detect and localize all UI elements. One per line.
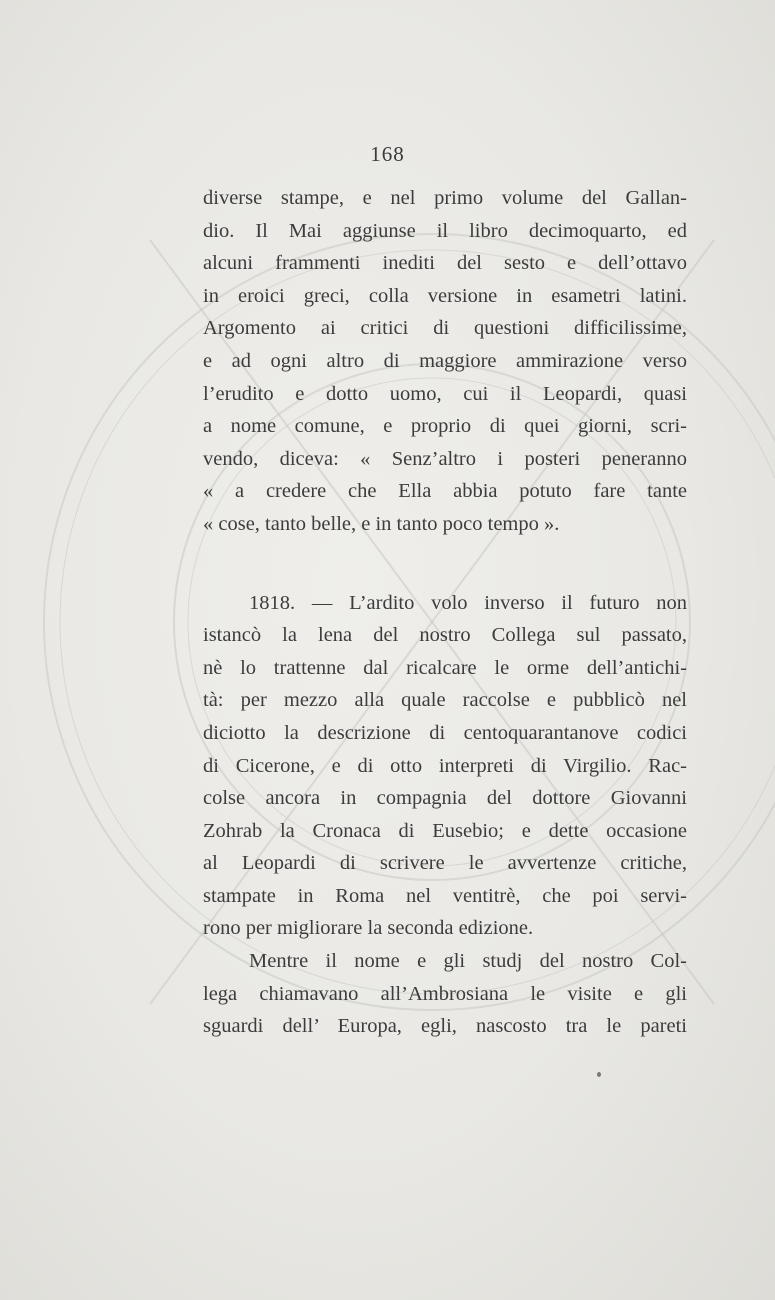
text-line: « cose, tanto belle, e in tanto poco tempo ». [203,512,560,535]
text-line: lega chiamavano all’Ambrosiana le visite e gli [203,982,687,1005]
text-line: in eroici greci, colla versione in esametri latini. [203,284,687,307]
text-line: e ad ogni altro di maggiore ammirazione verso [203,349,687,372]
text-line: Mentre il nome e gli studj del nostro Col- [249,950,687,973]
text-line: al Leopardi di scrivere le avvertenze critiche, [203,852,687,875]
text-line: Zohrab la Cronaca di Eusebio; e dette occasione [203,819,687,842]
paragraph [203,587,687,946]
text-line: rono per migliorare la seconda edizione. [203,917,534,940]
text-line: istancò la lena del nostro Collega sul passato, [203,624,687,647]
text-line: diverse stampe, e nel primo volume del Gallan- [203,187,687,209]
text-line: alcuni frammenti inediti del sesto e dell’ottavo [203,252,687,275]
text-line: nè lo trattenne dal ricalcare le orme dell’antichi- [203,656,687,679]
text-line: dio. Il Mai aggiunse il libro decimoquarto, ed [203,219,687,242]
text-line: Argomento ai critici di questioni difficilissime, [203,317,687,340]
text-line: colse ancora in compagnia del dottore Giovanni [203,787,687,810]
body-text [203,182,687,1043]
ink-speck [597,1072,601,1077]
text-line: di Cicerone, e di otto interpreti di Virgilio. Rac- [203,754,687,777]
text-line: a nome comune, e proprio di quei giorni, scri- [203,415,687,438]
paragraph [203,182,687,541]
text-line: « a credere che Ella abbia potuto fare tante [203,480,687,503]
text-line: diciotto la descrizione di centoquarantanove codici [203,721,687,744]
text-line: vendo, diceva: « Senz’altro i posteri peneranno [203,447,687,470]
paragraph [203,945,687,1043]
text-line: tà: per mezzo alla quale raccolse e pubblicò nel [203,689,687,712]
text-line: stampate in Roma nel ventitrè, che poi servi- [203,884,687,907]
text-line: sguardi dell’ Europa, egli, nascosto tra le pareti [203,1015,687,1038]
section-gap [203,541,687,587]
page-number: 168 [370,142,405,166]
text-line: l’erudito e dotto uomo, cui il Leopardi, quasi [203,382,687,405]
text-line: 1818. — L’ardito volo inverso il futuro non [249,591,687,614]
